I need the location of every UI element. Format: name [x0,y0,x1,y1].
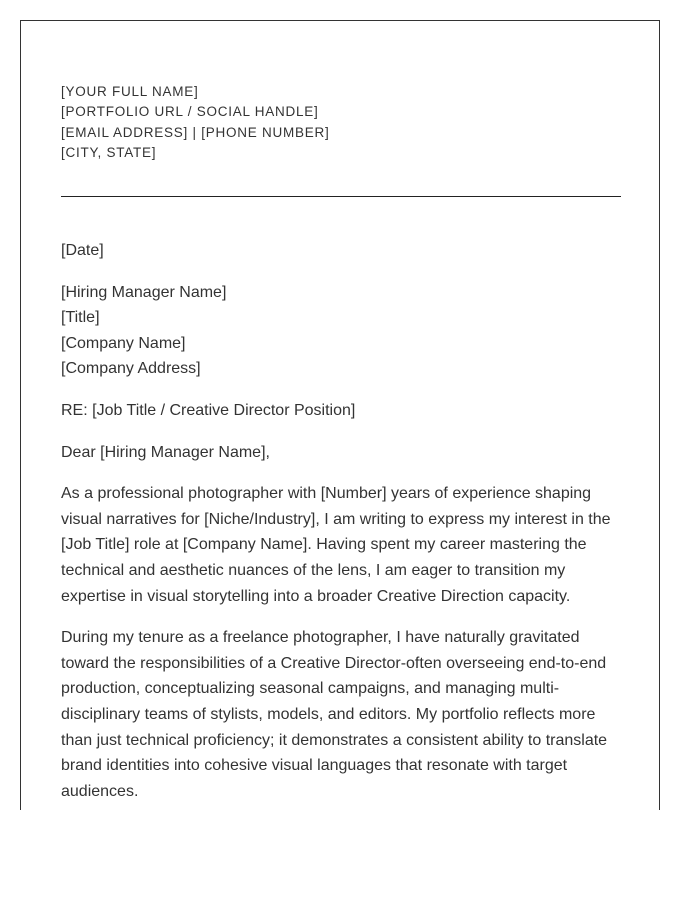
sender-portfolio: [PORTFOLIO URL / SOCIAL HANDLE] [61,104,319,120]
recipient-name: [Hiring Manager Name] [61,283,227,301]
letter-page [20,20,660,810]
letter-body [61,238,621,810]
sender-contact: [EMAIL ADDRESS] | [PHONE NUMBER] [61,124,330,140]
body-paragraph-2: During my tenure as a freelance photographer, I have naturally gravitated toward the responsibilities of a Creative Director-often overseeing end-to-end production, conceptualizing seasonal campaigns, and managing multi-disciplinary teams of stylists, models, and editors. My portfolio reflects more than just technical proficiency; it demonstrates a consistent ability to translate brand identities into cohesive visual languages that resonate with target audiences. [61,629,608,800]
recipient-company: [Company Name] [61,334,186,352]
letter-header [61,82,330,164]
recipient-title: [Title] [61,309,100,327]
header-divider [61,196,621,197]
salutation: Dear [Hiring Manager Name], [61,443,270,461]
body-paragraph-1: As a professional photographer with [Number] years of experience shaping visual narratives for [Niche/Industry], I am writing to express my interest in the [Job Title] role at [Company Name]. Having spent my career mastering the technical and aesthetic nuances of the lens, I am eager to transition my expertise in visual storytelling into a broader Creative Direction capacity. [61,485,611,605]
subject-line: RE: [Job Title / Creative Director Position] [61,401,356,419]
recipient-address: [Company Address] [61,360,201,378]
sender-name: [YOUR FULL NAME] [61,84,199,99]
recipient-block [61,280,621,382]
letter-date: [Date] [61,242,104,259]
sender-location: [CITY, STATE] [61,145,157,161]
